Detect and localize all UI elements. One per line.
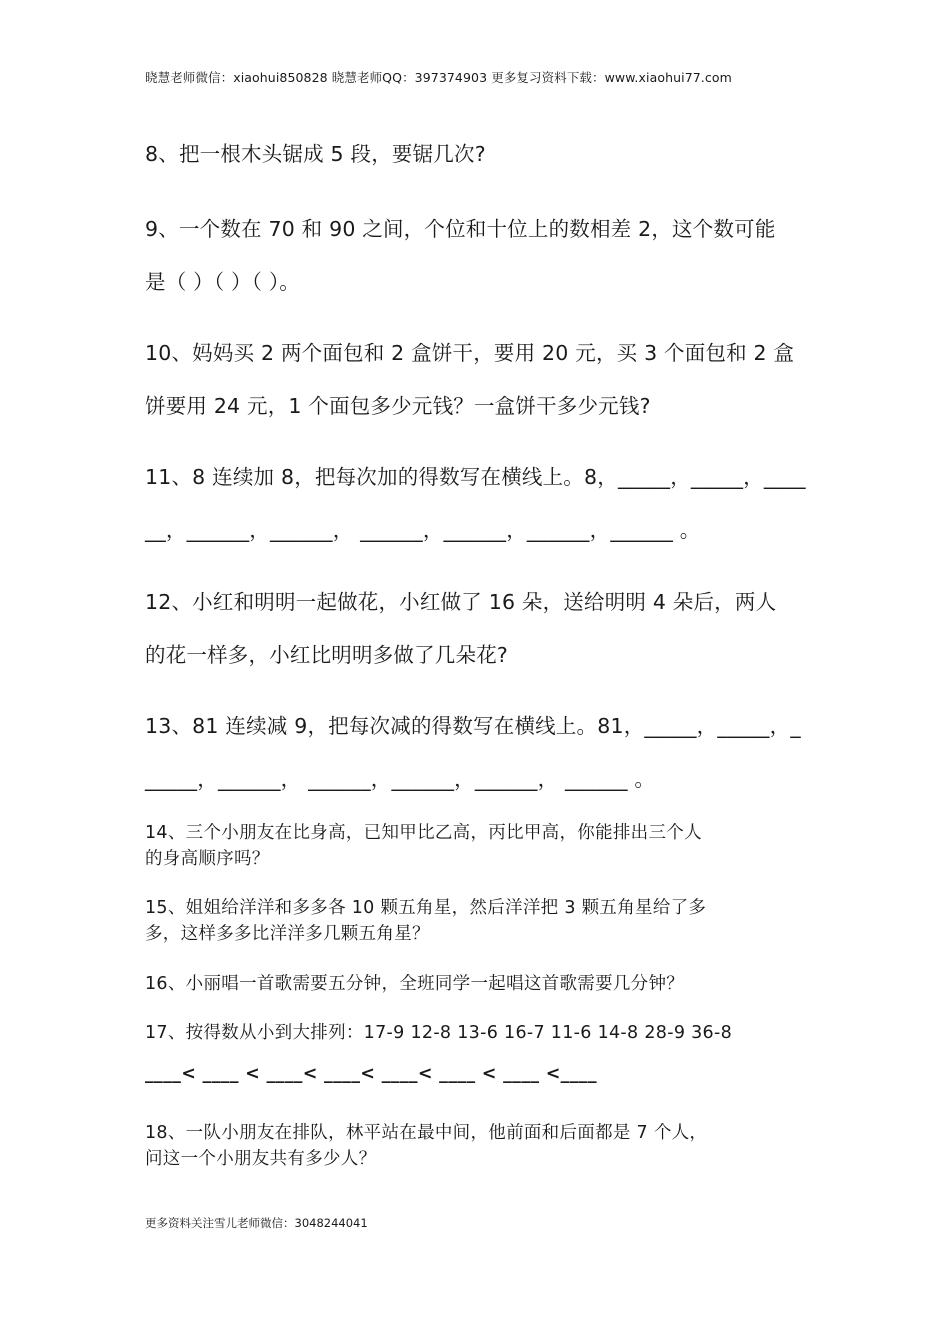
question-10 <box>145 336 815 419</box>
question-17 <box>145 1019 815 1084</box>
question-11 <box>145 460 815 543</box>
question-9-line-2: 是（ ）（ ）（ ）。 <box>145 270 300 294</box>
question-12-line-1: 12、小红和明明一起做花，小红做了 16 朵，送给明明 4 朵后，两人 <box>145 590 777 614</box>
question-9-line-1: 9、一个数在 70 和 90 之间，个位和十位上的数相差 2，这个数可能 <box>145 217 776 241</box>
question-12-line-2: 的花一样多，小红比明明多做了几朵花? <box>145 643 508 667</box>
question-15-line-2: 多，这样多多比洋洋多几颗五角星？ <box>145 924 430 944</box>
question-13-line-2: _____，______， ______，______，______， ______ 。 <box>145 767 656 791</box>
question-18-line-1: 18、一队小朋友在排队，林平站在最中间，他前面和后面都是 7 个人， <box>145 1123 708 1143</box>
question-18 <box>145 1120 815 1172</box>
question-16: 16、小丽唱一首歌需要五分钟，全班同学一起唱这首歌需要几分钟？ <box>145 974 685 994</box>
page-header: 晓慧老师微信：xiaohui850828 晓慧老师QQ：397374903 更多复习资料下载：www.xiaohui77.com <box>145 70 732 85</box>
question-11-line-2: __，______，______， ______，______，______，______ 。 <box>145 518 701 542</box>
question-18-line-2: 问这一个小朋友共有多少人？ <box>145 1149 377 1169</box>
question-13 <box>145 709 815 792</box>
question-9 <box>145 212 815 295</box>
page-footer: 更多资料关注雪儿老师微信：3048244041 <box>145 1216 368 1230</box>
question-12 <box>145 585 815 668</box>
question-15-line-1: 15、姐姐给洋洋和多多各 10 颗五角星，然后洋洋把 3 颗五角星给了多 <box>145 898 707 918</box>
question-10-line-2: 饼要用 24 元，1 个面包多少元钱？一盒饼干多少元钱? <box>145 394 651 418</box>
question-17-line-1: 17、按得数从小到大排列：17-9 12-8 13-6 16-7 11-6 14-8 28-9 36-8 <box>145 1023 733 1043</box>
question-15 <box>145 895 815 947</box>
question-17-blanks: ____< ____ < ____< ____< ____< ____ < ____ <____ <box>145 1064 597 1084</box>
question-11-line-1: 11、8 连续加 8，把每次加的得数写在横线上。8，_____，_____，____ <box>145 465 806 489</box>
question-8: 8、把一根木头锯成 5 段，要锯几次? <box>145 142 486 166</box>
question-14-line-1: 14、三个小朋友在比身高，已知甲比乙高，丙比甲高，你能排出三个人 <box>145 823 702 843</box>
question-14 <box>145 820 815 872</box>
question-13-line-1: 13、81 连续减 9，把每次减的得数写在横线上。81，_____，_____，_ <box>145 714 801 738</box>
question-14-line-2: 的身高顺序吗？ <box>145 849 270 869</box>
question-10-line-1: 10、妈妈买 2 两个面包和 2 盒饼干，要用 20 元，买 3 个面包和 2 盒 <box>145 341 795 365</box>
